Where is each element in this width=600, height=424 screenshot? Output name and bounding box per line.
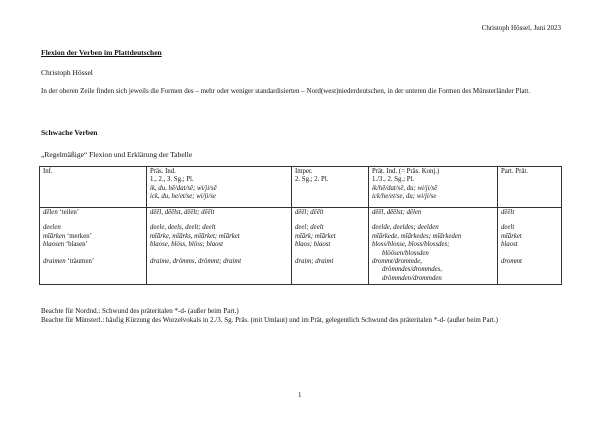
- header-line: Prät. Ind. (= Präs. Konj.): [372, 168, 440, 175]
- cell-line: dēēl; dēēlt: [295, 209, 324, 216]
- cell-line: blaose, blöss, blöss; blaost: [150, 241, 224, 249]
- header-line: Inf.: [43, 168, 53, 175]
- cell-line: draim; draimt: [295, 258, 334, 266]
- cell-line: draime, drömms, drömmt; draimt: [150, 258, 242, 266]
- cell-line: dēēl, dēēlst; dēlen: [372, 209, 422, 216]
- infinitive: [43, 209, 143, 217]
- cell-line: blöösen/blossden: [382, 249, 429, 257]
- infinitive-gloss: ‘träumen’: [65, 258, 95, 266]
- table-cell-inf: [40, 208, 147, 285]
- note-northern: Beachte für Nordnd.: Schwund des präteritalen *-d- (außer beim Part.): [41, 307, 239, 315]
- author-name: Christoph Hössel: [41, 68, 93, 77]
- cell-line: drömmdes/drommdes,: [382, 266, 442, 274]
- intro-paragraph: In der oberen Zeile finden sich jeweils die Formen des – mehr oder weniger standardisierten – Nord(west)niederdeutschen, in der unteren die Formen des Münsterländer Platt.: [41, 87, 531, 95]
- cell-line: deele, deels, deelt; deelt: [150, 224, 216, 232]
- cell-line: blaost: [501, 241, 518, 249]
- header-line: Präs. Ind.: [150, 168, 176, 175]
- header-cell: [147, 167, 292, 208]
- note-munsterland: Beachte für Münsterl.: häufig Kürzung des Worzelvokals in 2./3. Sg. Präs. (mit Umlaut) und im Prät, gelegentlich Schwund des präteritalen *-d- (außer beim Part.): [41, 316, 498, 324]
- spacer: [150, 275, 288, 283]
- spacer: [501, 250, 558, 258]
- header-line: ick, du, he/et/se; wi/ji/se: [150, 193, 216, 201]
- row-gap: [43, 217, 143, 224]
- infinitive: [43, 233, 143, 241]
- cell-line: mīārket: [501, 232, 522, 240]
- spacer: [501, 266, 558, 274]
- cell-line: mīārkede, mīārkedes; mīārkeden: [372, 232, 462, 240]
- header-line: 1./3., 2. Sg.; Pl.: [372, 176, 415, 184]
- cell-line: dēēlt: [501, 209, 515, 216]
- header-line: 1., 2., 3. Sg.; Pl.: [150, 176, 194, 184]
- spacer: [43, 266, 143, 274]
- infinitive-word: mīārken: [43, 232, 66, 240]
- spacer: [150, 250, 288, 258]
- table-cell-imp: [292, 208, 369, 285]
- row-gap: [295, 217, 365, 224]
- header-cell: [40, 167, 147, 208]
- spacer: [295, 250, 365, 258]
- infinitive-gloss: ‘blasen’: [64, 241, 88, 249]
- row-gap: [150, 217, 288, 224]
- cell-line: blaos; blaost: [295, 241, 331, 249]
- infinitive-gloss: ‘teilen’: [57, 209, 80, 216]
- header-line: Imper.: [295, 168, 313, 175]
- cell-line: bloss/blosse, bloss/blossdes;: [372, 241, 450, 249]
- infinitive-word: deelen: [43, 224, 61, 232]
- page-number: 1: [298, 391, 302, 399]
- header-cell: [369, 167, 498, 208]
- row-gap: [372, 217, 494, 224]
- table-caption: „Regelmäßige“ Flexion und Erklärung der Tabelle: [41, 150, 193, 159]
- header-cell: [498, 167, 562, 208]
- table-row: [40, 208, 562, 285]
- header-line: ik, du, hē/dat/sē; wi/ji/sē: [150, 184, 217, 192]
- table-cell-pres: [147, 208, 292, 285]
- spacer: [43, 275, 143, 283]
- header-cell: [292, 167, 369, 208]
- cell-line: deel; deelt: [295, 224, 324, 232]
- spacer: [295, 266, 365, 274]
- cell-line: deelt: [501, 224, 515, 232]
- header-line: ick/he/et/se, du; wi/ji/se: [372, 193, 437, 201]
- infinitive: [43, 258, 143, 266]
- header-line: ik/hē/dat/sē, du; wi/ji/sē: [372, 184, 438, 192]
- notes: [41, 307, 563, 325]
- spacer: [295, 275, 365, 283]
- cell-line: drömmden/drommden: [382, 274, 442, 282]
- spacer: [43, 250, 143, 258]
- cell-line: dēēl, dēēlst, dēēlt; dēēlt: [150, 209, 215, 216]
- row-gap: [501, 217, 558, 224]
- page-header-author-date: Christoph Hössel, Juni 2023: [481, 24, 561, 32]
- infinitive-gloss: ‘merken’: [65, 232, 92, 240]
- infinitive-word: dēlen: [43, 209, 58, 216]
- conjugation-table: [39, 166, 562, 285]
- infinitive-word: draimen: [43, 258, 66, 266]
- header-line: Part. Prät.: [501, 168, 528, 175]
- infinitive: [43, 241, 143, 249]
- table-cell-part: [498, 208, 562, 285]
- infinitive: [43, 224, 143, 232]
- spacer: [150, 266, 288, 274]
- cell-line: drommt/drommde,: [372, 258, 422, 266]
- spacer: [501, 275, 558, 283]
- infinitive-word: blaosen: [43, 241, 65, 249]
- cell-line: drommt: [501, 258, 522, 266]
- document-title: Flexion der Verben im Plattdeutschen: [41, 48, 162, 57]
- cell-line: deelde, deeldes; deelden: [372, 224, 439, 232]
- table-cell-pret: [369, 208, 498, 285]
- table-header-row: [40, 167, 562, 208]
- header-line: 2. Sg.; 2. Pl.: [295, 176, 329, 184]
- section-title: Schwache Verben: [41, 128, 98, 137]
- cell-line: mīārke, mīārks, mīārket; mīārket: [150, 232, 240, 240]
- cell-line: mīārk; mīārket: [295, 232, 336, 240]
